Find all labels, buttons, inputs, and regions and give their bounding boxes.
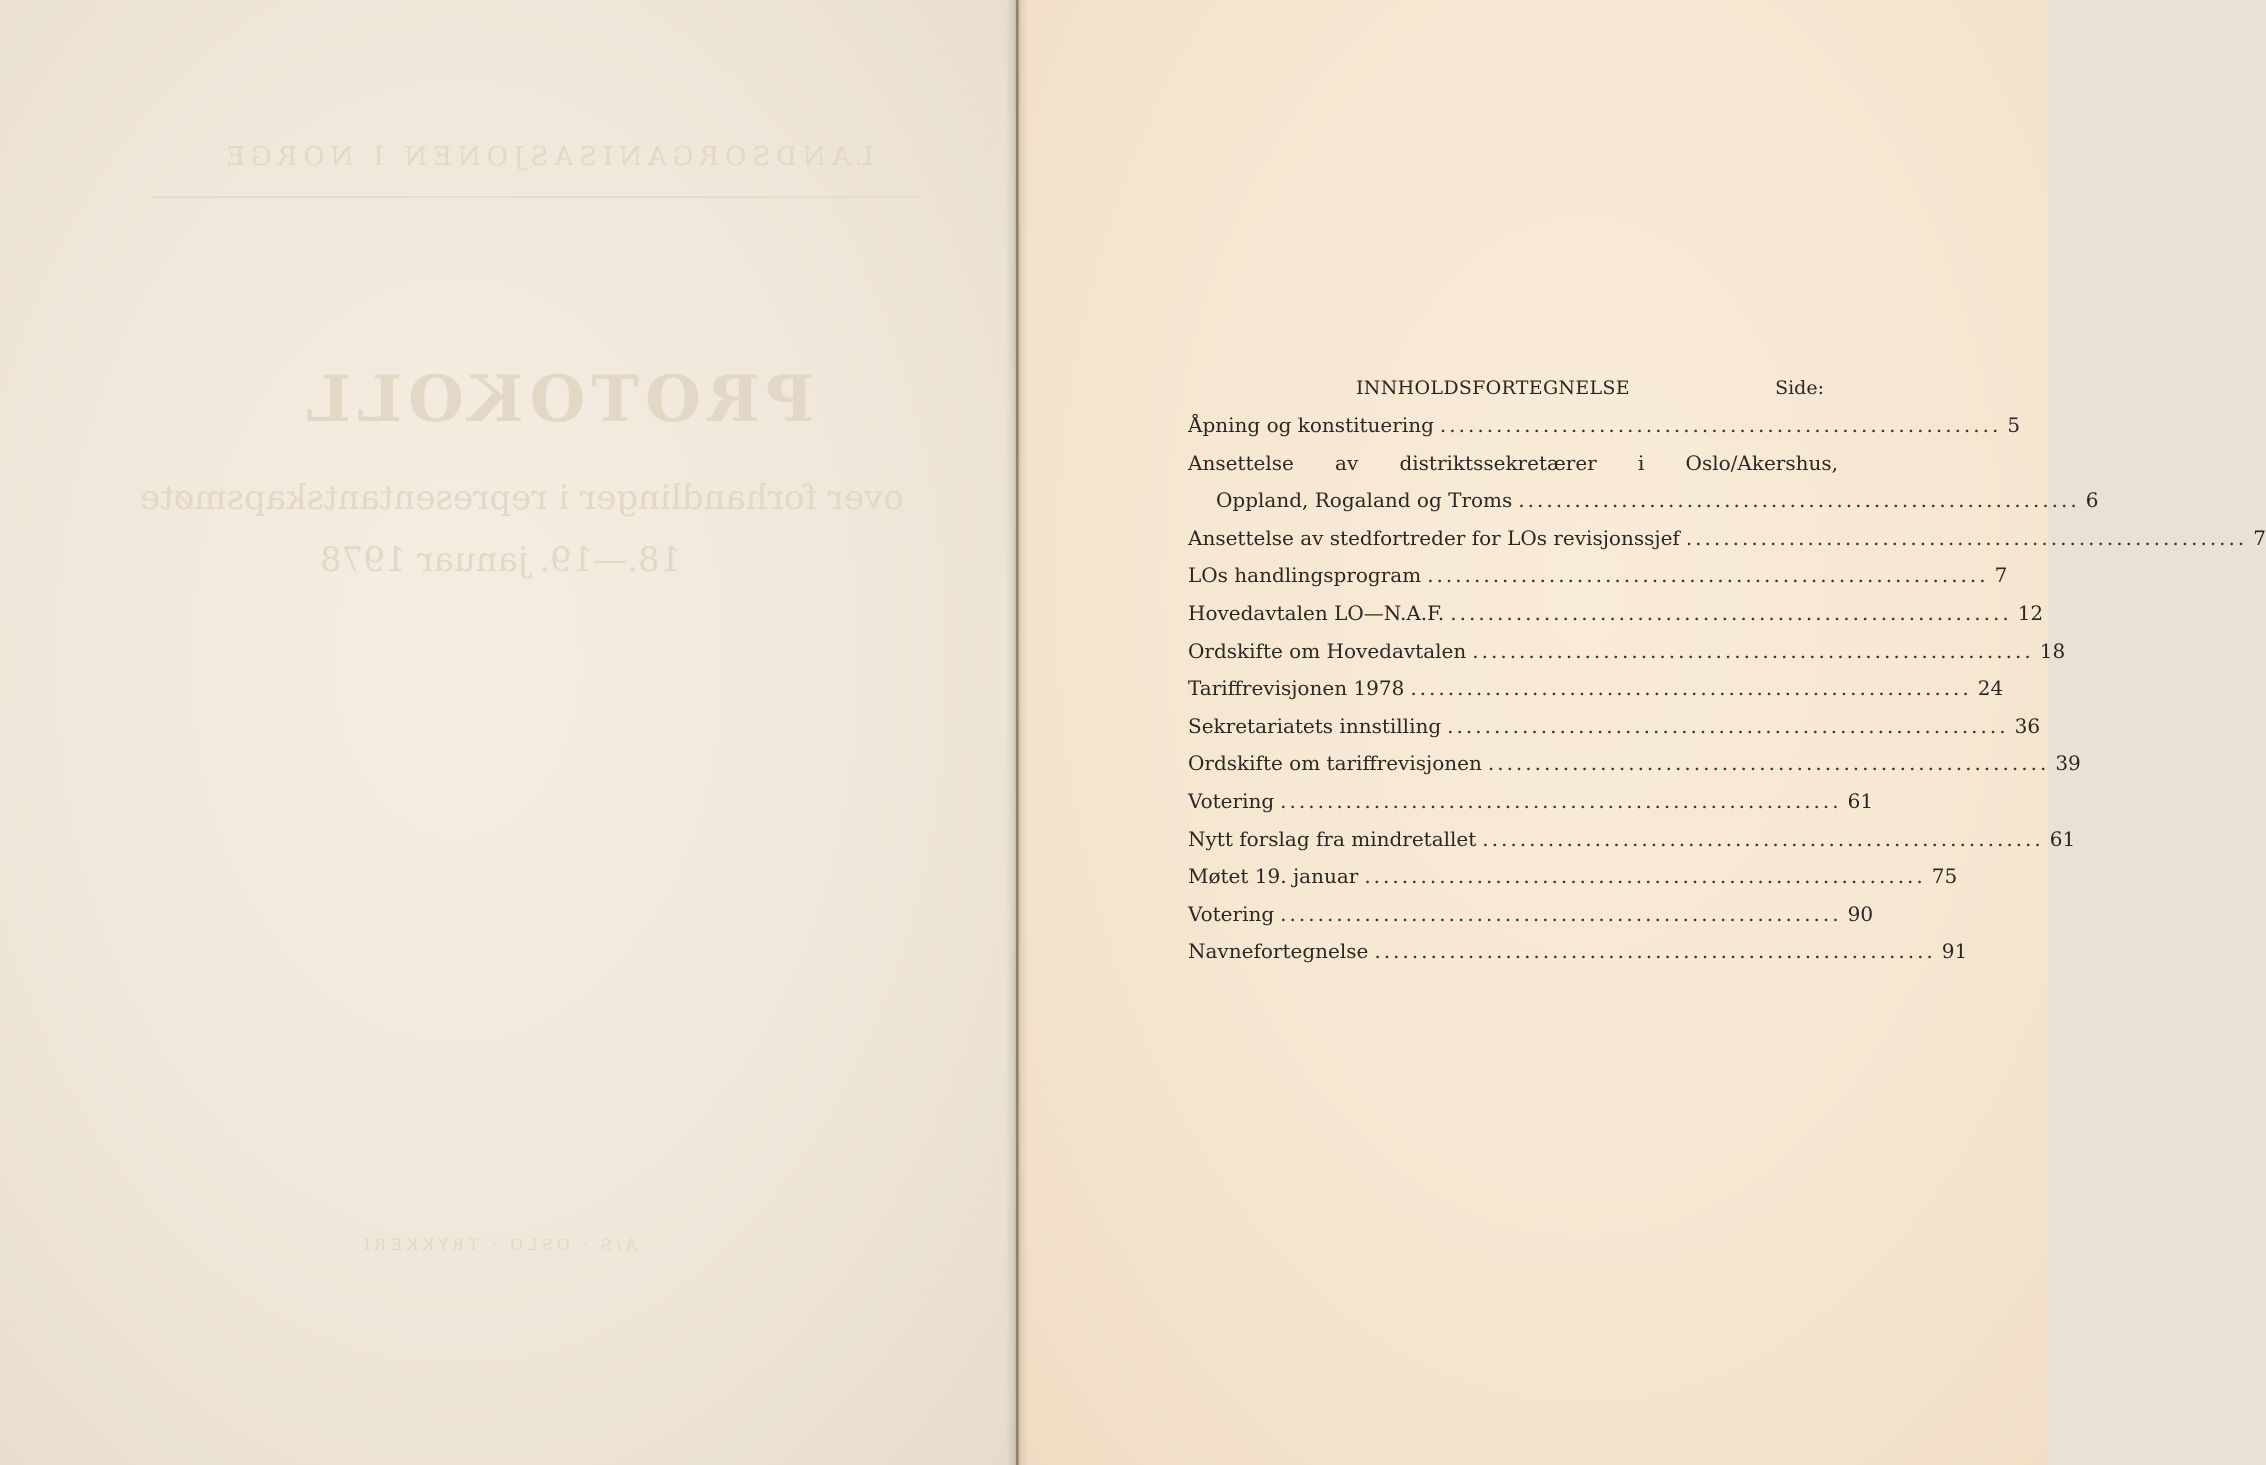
toc-entry (1188, 708, 2041, 746)
toc-entry (1188, 407, 2021, 445)
toc-entry-label: Tariffrevisjonen 1978 (1188, 676, 1405, 701)
table-of-contents (1188, 373, 2266, 971)
toc-entry-page: 75 (1931, 864, 1958, 889)
toc-leader: ............................................................ (1410, 676, 1972, 701)
toc-entry-page: 61 (2049, 826, 2076, 851)
toc-leader: ............................................................ (1685, 525, 2248, 550)
toc-entry-label: Ordskifte om Hovedavtalen (1188, 638, 1467, 663)
toc-entry (1188, 821, 2076, 859)
toc-entry-label: Sekretariatets innstilling (1188, 713, 1442, 738)
toc-entry-label: Navnefortegnelse (1188, 939, 1369, 964)
toc-entry-label: Hovedavtalen LO—N.A.F. (1188, 600, 1445, 625)
toc-leader: ............................................................ (1280, 901, 1842, 926)
toc-entry-page: 6 (2085, 488, 2099, 513)
toc-entry-label: Ordskifte om tariffrevisjonen (1188, 751, 1482, 776)
toc-entry-page: 90 (1847, 901, 1874, 926)
toc-leader: ............................................................ (1450, 600, 2012, 625)
toc-entry (1188, 745, 2081, 783)
toc-entry (1188, 933, 1968, 971)
toc-entry-label: LOs handlingsprogram (1188, 563, 1422, 588)
toc-entry-page: 36 (2014, 713, 2041, 738)
toc-leader: ............................................................ (1447, 713, 2009, 738)
toc-entry-label: Ansettelse av stedfortreder for LOs revisjonssjef (1188, 525, 1680, 550)
toc-entry-page: 7 (1994, 563, 2008, 588)
toc-leader: ............................................................ (1482, 826, 2044, 851)
toc-entry-label: Votering (1188, 788, 1275, 813)
toc-leader: ............................................................ (1364, 864, 1926, 889)
toc-entry-label: Oppland, Rogaland og Troms (1216, 488, 1513, 513)
toc-entry-page: 5 (2007, 413, 2021, 437)
toc-entry-label: Ansettelse av distriktssekretærer i Oslo/Akershus, (1188, 450, 1838, 475)
toc-entry (1188, 445, 1838, 483)
ghost-footer: A/S · OSLO · TRYKKERI (360, 1235, 637, 1254)
toc-entry (1188, 896, 1874, 934)
gutter-line (1016, 0, 1018, 1465)
ghost-header: LANDSORGANISASJONEN I NORGE (220, 142, 874, 172)
toc-leader: ............................................................ (1374, 939, 1936, 964)
toc-entry (1188, 595, 2044, 633)
toc-side-label: Side: (1775, 377, 1824, 399)
toc-leader: ............................................................ (1472, 638, 2034, 663)
toc-entry (1188, 633, 2066, 671)
toc-entry (1188, 482, 2099, 520)
toc-leader: ............................................................ (1280, 788, 1842, 813)
ghost-line-1: over forhandlinger i representantskapsmøte (140, 478, 904, 518)
toc-entry-page: 24 (1977, 676, 2004, 701)
toc-entry-page: 7 (2253, 525, 2266, 550)
ghost-rule (150, 196, 920, 198)
toc-entry (1188, 858, 1958, 896)
toc-entry (1188, 783, 1874, 821)
toc-leader: ............................................................ (1487, 751, 2050, 776)
toc-leader: ............................................................ (1518, 488, 2080, 513)
toc-entry-page: 61 (1847, 788, 1874, 813)
toc-entry-label: Votering (1188, 901, 1275, 926)
toc-entry (1188, 557, 2008, 595)
toc-entry-page: 12 (2017, 600, 2044, 625)
toc-entry-page: 18 (2039, 638, 2066, 663)
ghost-title: PROTOKOLL (300, 362, 815, 437)
ghost-line-2: 18.—19. januar 1978 (320, 540, 682, 580)
toc-entry-label: Nytt forslag fra mindretallet (1188, 826, 1477, 851)
toc-entry (1188, 520, 2266, 558)
toc-leader: ............................................................ (1439, 413, 2002, 437)
toc-entry-page: 91 (1941, 939, 1968, 964)
left-page (0, 0, 1016, 1465)
toc-entry-label: Åpning og konstituering (1188, 413, 1434, 437)
toc-title: INNHOLDSFORTEGNELSE (1356, 377, 1630, 399)
toc-leader: ............................................................ (1427, 563, 1989, 588)
toc-entry-page: 39 (2055, 751, 2081, 776)
toc-header (1188, 373, 1838, 407)
toc-entry (1188, 670, 2004, 708)
toc-entry-label: Møtet 19. januar (1188, 864, 1359, 889)
